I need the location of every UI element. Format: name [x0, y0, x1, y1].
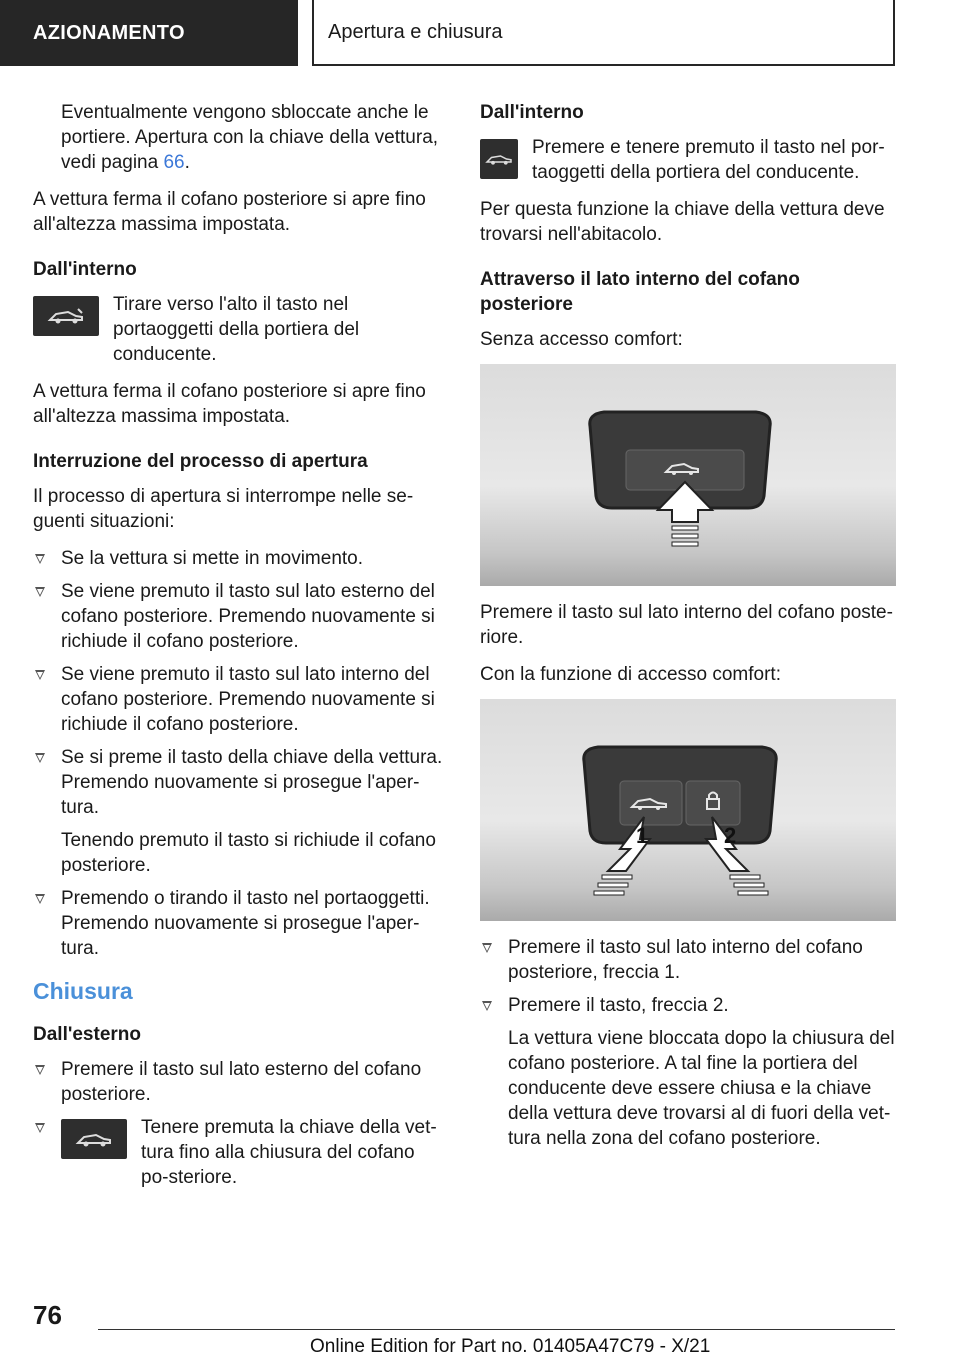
section-tab: AZIONAMENTO	[0, 0, 298, 66]
triangle-bullet-icon	[35, 587, 45, 597]
paragraph-interrupt: Il processo di apertura si interrompe nelle se-guenti situazioni:	[33, 486, 414, 532]
left-column	[33, 100, 445, 1198]
paragraph-max-height: A vettura ferma il cofano posteriore si apre fino all'altezza massima impostata.	[33, 189, 426, 235]
list-item: Premere il tasto sul lato interno del cofano posteriore, freccia 1.	[480, 935, 896, 985]
paragraph-key-inside: Per questa funzione la chiave della vettura deve trovarsi nell'abitacolo.	[480, 199, 885, 245]
footer-divider	[98, 1329, 895, 1330]
comfort-list	[480, 935, 896, 1151]
list-item-note: La vettura viene bloccata dopo la chiusura del cofano posteriore. A tal fine la portiera del conducente deve essere chiusa e la chiave della vettura deve trovarsi al di fuori della vet-tura nella zona del cofano posteriore.	[508, 1028, 895, 1149]
list-item: Se viene premuto il tasto sul lato esterno del cofano posteriore. Premendo nuovamente si richiude il cofano posteriore.	[33, 579, 445, 654]
paragraph-unlock-doors: Eventualmente vengono sbloccate anche le portiere. Apertura con la chiave della vettura, vedi pagina 66.	[61, 102, 439, 173]
right-column	[480, 100, 896, 1159]
triangle-bullet-icon	[35, 1065, 45, 1075]
page-link[interactable]: 66	[163, 152, 185, 173]
triangle-bullet-icon	[35, 1123, 45, 1133]
footer-edition: Online Edition for Part no. 01405A47C79 - X/21	[310, 1336, 711, 1357]
section-title-closing: Chiusura	[33, 978, 133, 1004]
arrow-label-1: 1	[636, 823, 649, 848]
list-item: Premere il tasto, freccia 2. La vettura viene bloccata dopo la chiusura del cofano posteriore. A tal fine la portiera del conducente deve essere chiusa e la chiave della vettura deve trovarsi al di fuori della vet-tura nella zona del cofano posteriore.	[480, 993, 896, 1151]
subheading-inner-side: Attraverso il lato interno del cofano posteriore	[480, 269, 800, 315]
subheading-interrupt: Interruzione del processo di apertura	[33, 451, 368, 472]
triangle-bullet-icon	[35, 753, 45, 763]
triangle-bullet-icon	[35, 894, 45, 904]
list-item: Se viene premuto il tasto sul lato interno del cofano posteriore. Premendo nuovamente si richiude il cofano posteriore.	[33, 662, 445, 737]
paragraph-press-inner: Premere il tasto sul lato interno del cofano poste-riore.	[480, 602, 893, 648]
icon-instruction	[33, 292, 445, 367]
triangle-bullet-icon	[35, 554, 45, 564]
list-item-note: Tenendo premuto il tasto si richiude il cofano posteriore.	[61, 830, 436, 876]
paragraph-max-height-2: A vettura ferma il cofano posteriore si apre fino all'altezza massima impostata.	[33, 381, 426, 427]
paragraph-with-comfort: Con la funzione di accesso comfort:	[480, 664, 781, 685]
icon-instruction-text: Premere e tenere premuto il tasto nel por-taoggetti della portiera del conducente.	[532, 137, 885, 183]
subheading-from-inside: Dall'interno	[33, 259, 137, 280]
page-number: 76	[33, 1300, 62, 1330]
list-item: Premere il tasto sul lato esterno del cofano posteriore.	[33, 1057, 445, 1107]
icon-instruction	[480, 135, 896, 185]
triangle-bullet-icon	[482, 1001, 492, 1011]
subheading-from-outside: Dall'esterno	[33, 1024, 141, 1045]
subheading-from-inside-right: Dall'interno	[480, 102, 584, 123]
paragraph-no-comfort: Senza accesso comfort:	[480, 329, 683, 350]
arrow-label-2: 2	[724, 823, 737, 848]
triangle-bullet-icon	[482, 943, 492, 953]
key-tailgate-button-icon	[61, 1119, 127, 1159]
triangle-bullet-icon	[35, 670, 45, 680]
list-item: Se si preme il tasto della chiave della vettura. Premendo nuovamente si prosegue l'aper-tura. Tenendo premuto il tasto si richiude il cofano posteriore.	[33, 745, 445, 878]
closing-list	[33, 1057, 445, 1190]
chapter-title: Apertura e chiusura	[312, 0, 895, 66]
interrupt-list	[33, 546, 445, 961]
photo-tailgate-button-single	[480, 364, 896, 586]
photo-tailgate-buttons-double	[480, 699, 896, 921]
tailgate-button-icon	[33, 296, 99, 336]
icon-instruction-text: Tirare verso l'alto il tasto nel portaoggetti della portiera del conducente.	[113, 294, 360, 365]
tailgate-button-icon	[480, 139, 518, 179]
list-item: Tenere premuta la chiave della vet-tura fino alla chiusura del cofano po-steriore.	[33, 1115, 445, 1190]
list-item: Premendo o tirando il tasto nel portaoggetti. Premendo nuovamente si prosegue l'aper-tura.	[33, 886, 445, 961]
page-header	[0, 0, 960, 66]
list-item: Se la vettura si mette in movimento.	[33, 546, 445, 571]
